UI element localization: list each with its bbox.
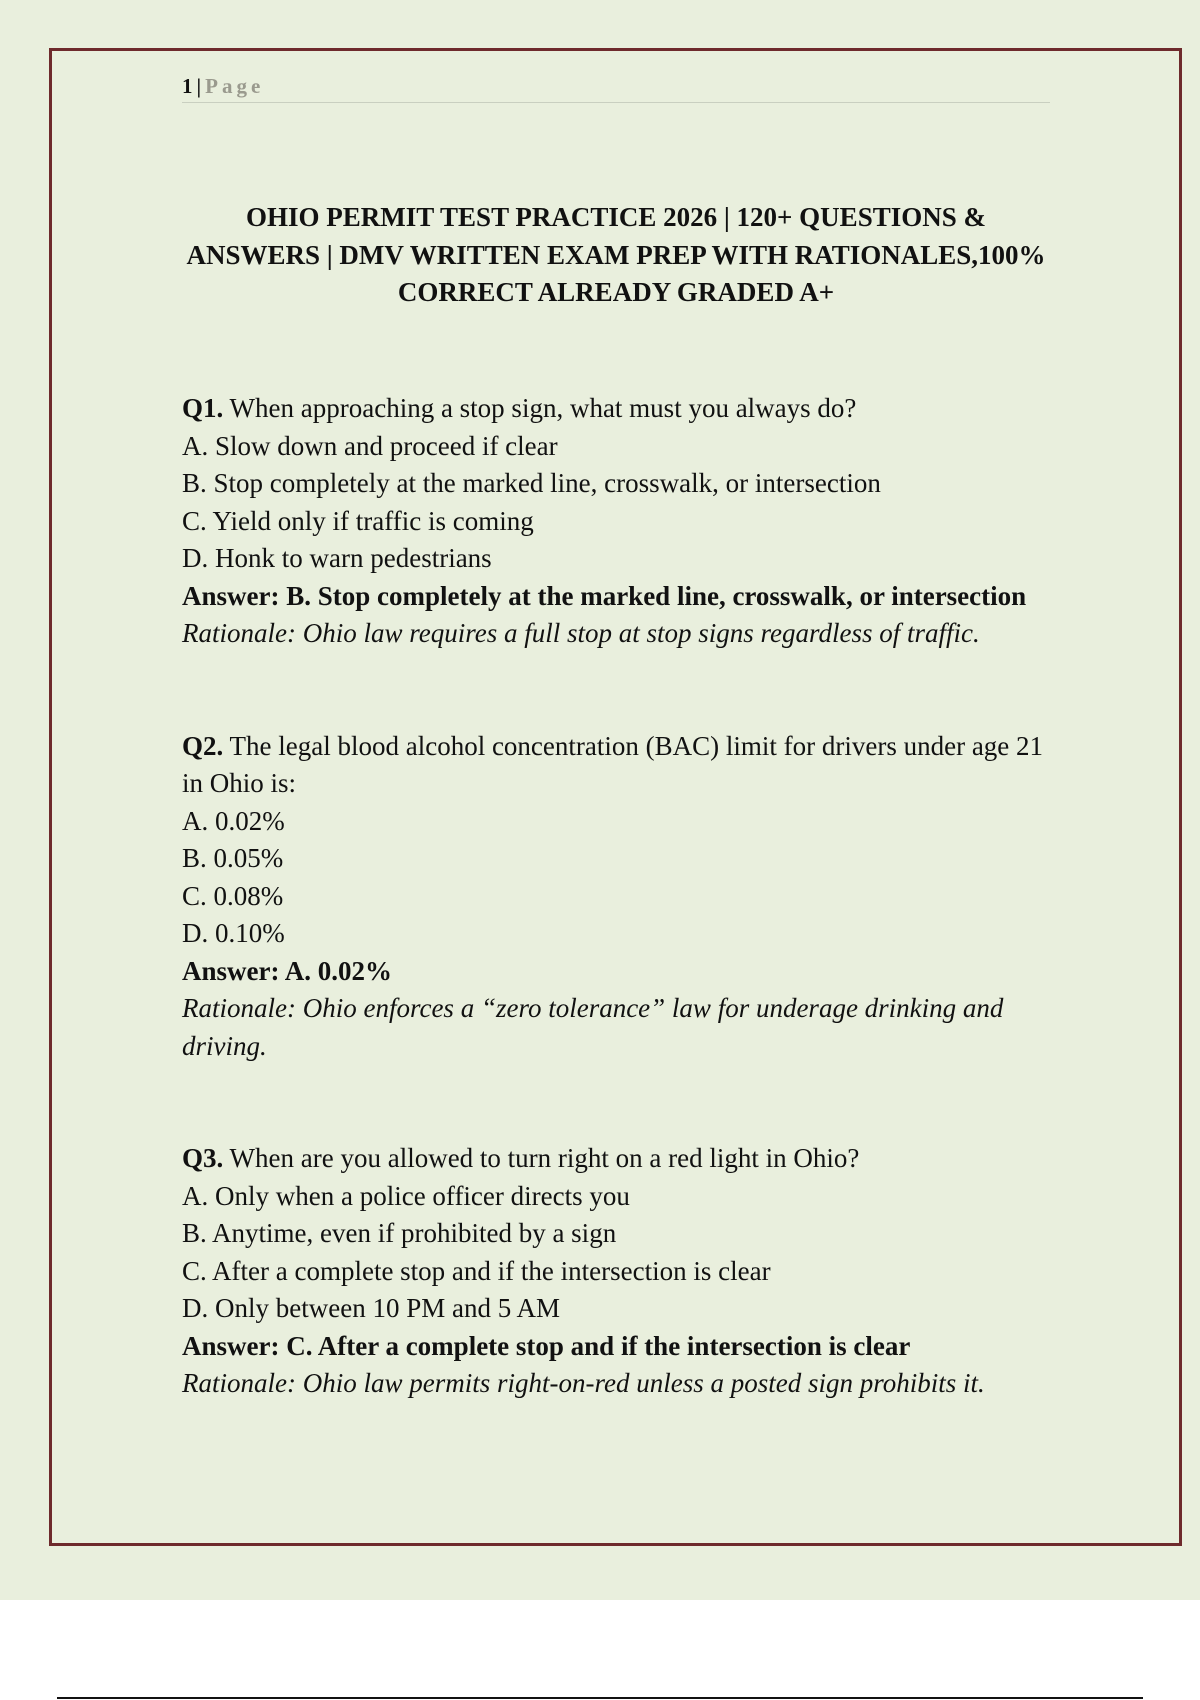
question-text	[182, 728, 1062, 803]
answer-option: C. 0.08%	[182, 880, 284, 911]
question-text	[182, 390, 1062, 428]
question-block	[182, 728, 1062, 1066]
answer-option: A. Slow down and proceed if clear	[182, 430, 558, 461]
question-prompt: When are you allowed to turn right on a red light in Ohio?	[229, 1143, 860, 1173]
question-prompt: The legal blood alcohol concentration (BAC) limit for drivers under age 21 in Ohio is:	[182, 730, 1044, 798]
question-block	[182, 1140, 1062, 1403]
answer-option: D. Only between 10 PM and 5 AM	[182, 1293, 560, 1323]
answer-option: A. 0.02%	[182, 805, 285, 836]
page-header	[182, 72, 1050, 103]
answer-option: C. Yield only if traffic is coming	[182, 505, 534, 536]
question-label: Q1.	[182, 393, 224, 423]
page-separator: |	[196, 74, 202, 98]
rationale: Rationale: Ohio law permits right-on-red unless a posted sign prohibits it.	[182, 1368, 985, 1398]
correct-answer: Answer: C. After a complete stop and if the intersection is clear	[182, 1330, 911, 1361]
page-number: 1	[182, 74, 193, 98]
answer-option: B. 0.05%	[182, 843, 284, 873]
answer-option: D. Honk to warn pedestrians	[182, 543, 492, 573]
rationale: Rationale: Ohio enforces a “zero tolerance” law for underage drinking and driving.	[182, 993, 1004, 1061]
question-list	[182, 390, 1062, 1478]
rationale: Rationale: Ohio law requires a full stop at stop signs regardless of traffic.	[182, 618, 980, 648]
correct-answer: Answer: B. Stop completely at the marked line, crosswalk, or intersection	[182, 580, 1027, 611]
question-prompt: When approaching a stop sign, what must you always do?	[229, 393, 857, 423]
document-title: OHIO PERMIT TEST PRACTICE 2026 | 120+ QUESTIONS & ANSWERS | DMV WRITTEN EXAM PREP WITH RATIONALES,100% CORRECT ALREADY GRADED A+	[186, 202, 1046, 307]
correct-answer: Answer: A. 0.02%	[182, 955, 392, 986]
question-text	[182, 1140, 1062, 1178]
footer-rule	[57, 1697, 1143, 1699]
question-label: Q3.	[182, 1143, 224, 1173]
question-block	[182, 390, 1062, 653]
answer-option: B. Stop completely at the marked line, crosswalk, or intersection	[182, 468, 881, 498]
answer-option: C. After a complete stop and if the intersection is clear	[182, 1255, 771, 1286]
answer-option: B. Anytime, even if prohibited by a sign	[182, 1218, 617, 1248]
page-word: Page	[205, 74, 265, 98]
answer-option: D. 0.10%	[182, 918, 285, 948]
question-label: Q2.	[182, 730, 224, 761]
answer-option: A. Only when a police officer directs you	[182, 1180, 630, 1211]
